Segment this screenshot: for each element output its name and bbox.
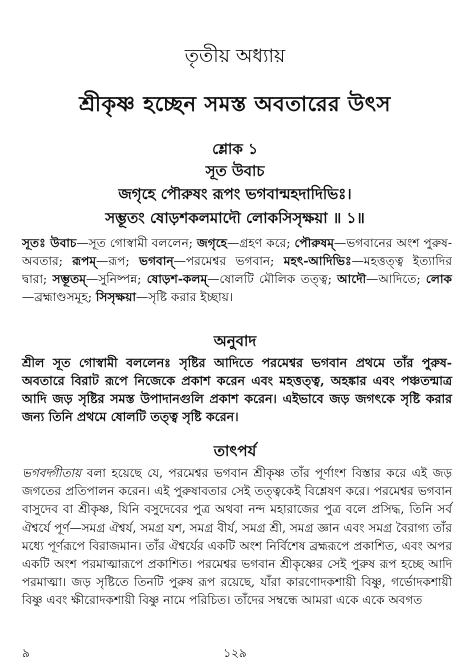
footer-chapter-number: ৯ (22, 646, 30, 660)
translation-paragraph: শ্রীল সূত গোস্বামী বললেনঃ সৃষ্টির আদিতে পরমেশ্বর ভগবান প্রথমে তাঁর পুরুষ-অবতারে বিরাট রূপে নিজেকে প্রকাশ করেন এবং মহত্তত্ত্ব, অহঙ্কার এবং পঞ্চতন্মাত্র আদি জড় সৃষ্টির সমস্ত উপাদানগুলি প্রকাশ করেন। এইভাবে জড় জগৎকে সৃষ্টি করার জন্য তিনি প্রথমে ষোলটি তত্ত্ব সৃষ্টি করেন। (22, 355, 452, 424)
synonym-word: সম্ভূতম্ (52, 272, 87, 286)
purport-italic-lead: ভগবদ্গীতায় (22, 466, 82, 480)
synonym-word: ভগবান্ (138, 254, 174, 268)
synonym-word: সিসৃক্ষয়া (95, 290, 137, 304)
synonym-word: লোক (425, 272, 453, 286)
synonym-meaning: পরমেশ্বর ভগবান; (185, 254, 275, 268)
purport-heading: তাৎপর্য (213, 442, 257, 460)
purport-paragraph (22, 464, 452, 610)
synonym-word: পৌরুষম্ (294, 236, 335, 250)
word-for-word-synonyms: সূতঃ উবাচ—সূত গোস্বামী বললেন; জগৃহে—গ্রহণ করে; পৌরুষম্—ভগবানের অংশ পুরুষ-অবতার; রূপম্—রূপ; ভগবান্—পরমেশ্বর ভগবান; মহৎ-আদিভিঃ—মহত্তত্ত্ব ইত্যাদির দ্বারা; সম্ভূতম্—সুনিষ্পন্ন; ষোড়শ-কলম্—ষোলটি মৌলিক তত্ত্ব; আদৌ—আদিতে; লোক—ব্রহ্মাণ্ডসমূহ; সিসৃক্ষয়া—সৃষ্টি করার ইচ্ছায়। (22, 236, 453, 304)
translation-heading: অনুবাদ (213, 332, 257, 350)
synonym-word: ষোড়শ-কলম্ (146, 272, 208, 286)
verse-speaker: সূত উবাচ (205, 162, 265, 180)
verse-line-1: জগৃহে পৌরুষং রূপং ভগবান্মহদাদিভিঃ। (118, 185, 352, 203)
verse-line-2: সম্ভূতং ষোড়শকলমাদৌ লোকসিসৃক্ষয়া ॥ ১॥ (105, 209, 365, 227)
synonym-meaning: সৃষ্টি করার ইচ্ছায়। (148, 290, 234, 304)
synonym-meaning: সুনিষ্পন্ন; (98, 272, 142, 286)
synonym-meaning: রূপ; (108, 254, 130, 268)
synonym-word: জগৃহে (196, 236, 228, 250)
synonym-meaning: ব্রহ্মাণ্ডসমূহ; (34, 290, 92, 304)
synonym-word: সূতঃ উবাচ (22, 236, 77, 250)
chapter-title: শ্রীকৃষ্ণ হচ্ছেন সমস্ত অবতারের উৎস (79, 91, 391, 116)
page-number: ১২৯ (223, 646, 247, 660)
synonym-word: আদৌ (337, 272, 367, 286)
synonym-meaning: ভগবানের অংশ পুরুষ-অবতার; (22, 236, 453, 268)
synonym-meaning: ষোলটি মৌলিক তত্ত্ব; (219, 272, 332, 286)
synonym-meaning: সূত গোস্বামী বললেন; (88, 236, 193, 250)
verse-label: শ্লোক ১ (212, 140, 258, 158)
synonym-meaning: গ্রহণ করে; (239, 236, 291, 250)
chapter-heading: তৃতীয় অধ্যায় (184, 45, 286, 67)
synonym-meaning: আদিতে; (378, 272, 421, 286)
purport-text: বলা হয়েছে যে, পরমেশ্বর ভগবান শ্রীকৃষ্ণ তাঁর পূর্ণাংশ বিস্তার করে এই জড় জগতের প্রতিপালন করেন। এই পুরুষাবতার সেই তত্ত্বকেই বিশ্লেষণ করে। পরমেশ্বর ভগবান বাসুদেব বা শ্রীকৃষ্ণ, যিনি বসুদেবের পুত্র অথবা নন্দ মহারাজের পুত্র বলে প্রসিদ্ধ, তিনি সর্ব ঐশ্বর্যে পূর্ণ—সমগ্র ঐশ্বর্য, সমগ্র যশ, সমগ্র বীর্য, সমগ্র শ্রী, সমগ্র জ্ঞান এবং সমগ্র বৈরাগ্য তাঁর মধ্যে পূর্ণরূপে বিরাজমান। তাঁর ঐশ্বর্যের একটি অংশ নির্বিশেষ ব্রহ্মরূপে প্রকাশিত, এবং অপর একটি অংশ পরমাত্মারূপে প্রকাশিত। পরমেশ্বর ভগবান শ্রীকৃষ্ণের সেই পুরুষ রূপ হচ্ছে আদি পরমাত্মা। জড় সৃষ্টিতে তিনটি পুরুষ রূপ রয়েছে, যাঁরা কারণোদকশায়ী বিষ্ণু, গর্ভোদকশায়ী বিষ্ণু এবং ক্ষীরোদকশায়ী বিষ্ণু নামে পরিচিত। তাঁদের সম্বন্ধে আমরা একে একে অবগত (22, 466, 452, 608)
synonym-word: রূপম্ (72, 254, 97, 268)
synonym-word: মহৎ-আদিভিঃ (283, 254, 352, 268)
synonym-meaning: মহত্তত্ত্ব ইত্যাদির দ্বারা; (22, 254, 453, 286)
